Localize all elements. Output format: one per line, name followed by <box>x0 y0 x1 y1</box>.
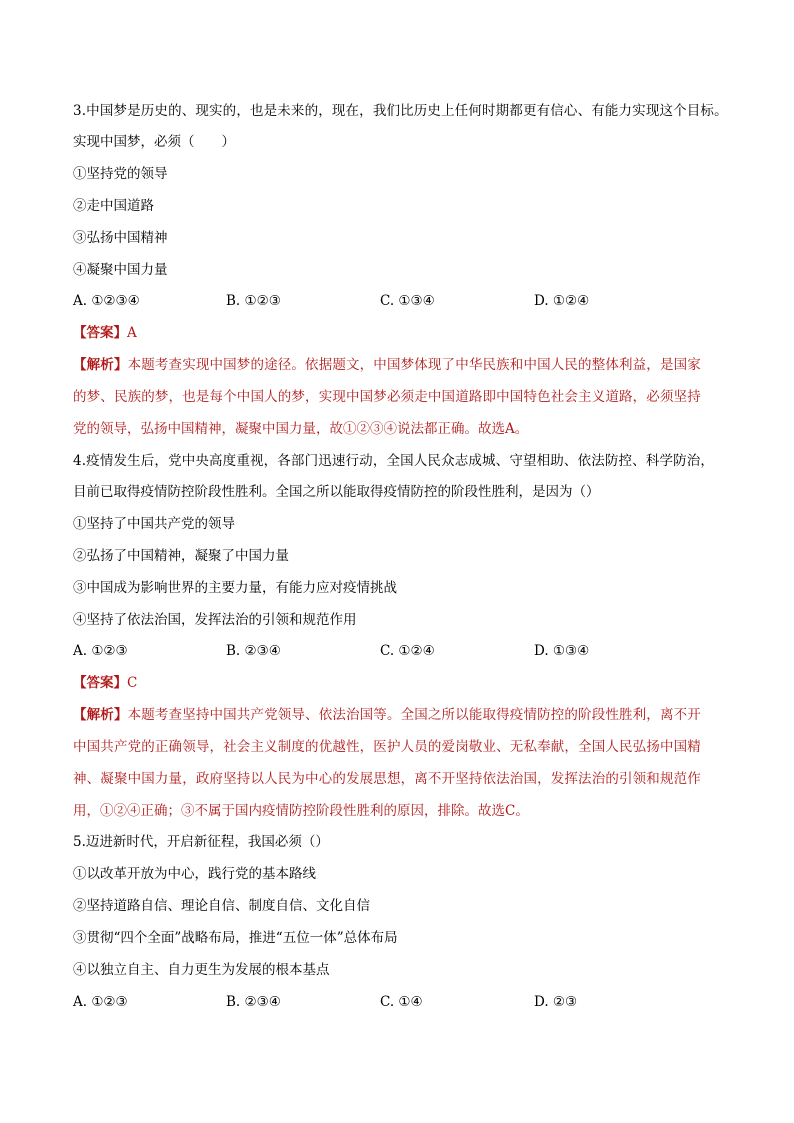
q4-stem-line2: 目前已取得疫情防控阶段性胜利。全国之所以能取得疫情防控的阶段性胜利，是因为（） <box>73 484 600 500</box>
q5-option-d: D. ②③ <box>534 994 578 1010</box>
q4-analysis-line1 <box>73 706 701 724</box>
analysis-tag: 【解析】 <box>73 707 128 723</box>
q4-option-d: D. ①③④ <box>534 643 590 659</box>
q3-item-4: ④凝聚中国力量 <box>73 262 168 278</box>
analysis-text: 本题考查坚持中国共产党领导、依法治国等。全国之所以能取得疫情防控的阶段性胜利，离不开 <box>127 707 701 723</box>
answer-tag: 【答案】 <box>73 675 127 691</box>
q3-option-b: B. ①②③ <box>226 293 281 309</box>
q4-item-2: ②弘扬了中国精神，凝聚了中国力量 <box>73 548 289 564</box>
q5-item-1: ①以改革开放为中心，践行党的基本路线 <box>73 866 316 882</box>
q4-option-a: A. ①②③ <box>73 643 128 659</box>
q3-option-c: C. ①③④ <box>380 293 435 309</box>
q4-options <box>73 642 723 660</box>
q4-option-c: C. ①②④ <box>380 643 435 659</box>
q5-options <box>73 993 723 1011</box>
q5-option-c: C. ①④ <box>380 994 423 1010</box>
q4-analysis-line2: 中国共产党的正确领导，社会主义制度的优越性，医护人员的爱岗敬业、无私奉献，全国人民弘扬中国精 <box>73 739 701 755</box>
q3-stem-line2: 实现中国梦，必须（ ） <box>73 134 235 150</box>
q4-analysis-line3: 神、凝聚中国力量，政府坚持以人民为中心的发展思想，离不开坚持依法治国，发挥法治的引领和规范作 <box>73 771 701 787</box>
q3-item-3: ③弘扬中国精神 <box>73 230 168 246</box>
q4-analysis-line4: 用，①②④正确；③不属于国内疫情防控阶段性胜利的原因，排除。故选C。 <box>73 803 529 819</box>
q3-analysis-line2: 的梦、民族的梦，也是每个中国人的梦，实现中国梦必须走中国道路即中国特色社会主义道路，必须坚持 <box>73 389 701 405</box>
q4-item-3: ③中国成为影响世界的主要力量，有能力应对疫情挑战 <box>73 580 397 596</box>
q4-option-b: B. ②③④ <box>226 643 281 659</box>
q3-item-2: ②走中国道路 <box>73 198 154 214</box>
answer-tag: 【答案】 <box>73 325 127 341</box>
q3-stem-line1: 3.中国梦是历史的、现实的，也是未来的，现在，我们比历史上任何时期都更有信心、有能力实现这个目标。 <box>73 103 728 119</box>
q3-item-1: ①坚持党的领导 <box>73 166 168 182</box>
q3-answer <box>73 324 137 342</box>
q5-item-2: ②坚持道路自信、理论自信、制度自信、文化自信 <box>73 898 370 914</box>
analysis-text: 本题考查实现中国梦的途径。依据题文，中国梦体现了中华民族和中国人民的整体利益，是国家 <box>127 357 701 373</box>
q3-option-a: A. ①②③④ <box>73 293 140 309</box>
q5-stem-line1: 5.迈进新时代，开启新征程，我国必须（） <box>73 834 329 850</box>
q3-analysis-line3: 党的领导，弘扬中国精神，凝聚中国力量，故①②③④说法都正确。故选A。 <box>73 421 529 437</box>
analysis-tag: 【解析】 <box>73 357 128 373</box>
q4-item-1: ①坚持了中国共产党的领导 <box>73 516 235 532</box>
answer-value: C <box>127 675 138 691</box>
q3-options <box>73 292 723 310</box>
q4-answer <box>73 674 137 692</box>
q4-item-4: ④坚持了依法治国，发挥法治的引领和规范作用 <box>73 612 357 628</box>
q5-item-4: ④以独立自主、自力更生为发展的根本基点 <box>73 962 330 978</box>
answer-value: A <box>127 325 137 341</box>
q3-option-d: D. ①②④ <box>534 293 590 309</box>
q5-option-a: A. ①②③ <box>73 994 128 1010</box>
q4-stem-line1: 4.疫情发生后，党中央高度重视，各部门迅速行动，全国人民众志成城、守望相助、依法防控、科学防治， <box>73 453 715 469</box>
q5-option-b: B. ②③④ <box>226 994 281 1010</box>
q3-analysis-line1 <box>73 356 701 374</box>
q5-item-3: ③贯彻“四个全面”战略布局，推进“五位一体”总体布局 <box>73 930 398 946</box>
